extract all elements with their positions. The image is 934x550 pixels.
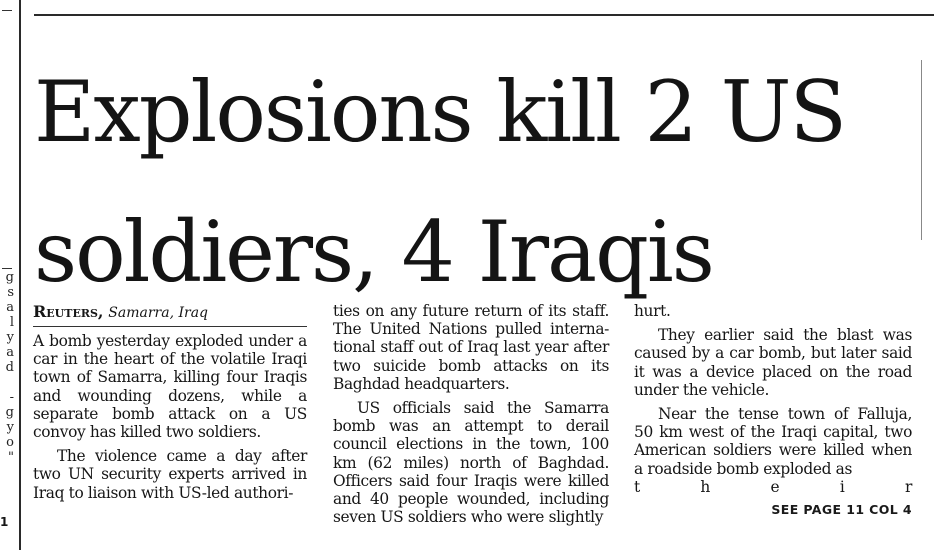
fragment-page-number: 1	[0, 515, 9, 529]
fragment-letter: "	[8, 450, 14, 465]
article-spread-line	[634, 478, 912, 496]
fragment-text	[0, 270, 14, 465]
article-paragraph: They earlier said the blast was caused by a car bomb, but later said it was a device placed on the road under the vehicle.	[634, 326, 912, 399]
article-paragraph: Near the tense town of Falluja, 50 km west of the Iraqi capital, two American soldiers were killed when a roadside bomb exploded as	[634, 405, 912, 478]
fragment-letter: y	[6, 330, 14, 345]
headline-line-1: Explosions kill 2 US	[34, 63, 846, 161]
byline-agency: Reuters,	[33, 302, 104, 321]
article-paragraph: The violence came a day after two UN security experts arrived in Iraq to liaison with US-led authori-	[33, 447, 307, 502]
fragment-letter: l	[9, 315, 14, 330]
byline	[33, 302, 307, 327]
spread-letter: r	[904, 477, 912, 496]
fragment-letter	[0, 375, 14, 390]
fragment-letter: a	[6, 345, 14, 360]
fragment-letter: g	[5, 270, 14, 285]
fragment-rule	[2, 268, 12, 269]
fragment-rule	[2, 10, 12, 11]
article-column-1	[33, 302, 307, 502]
article-column-2	[333, 302, 609, 526]
article-paragraph: A bomb yesterday exploded under a car in the heart of the volatile Iraqi town of Samarra, killing four Iraqis and wounding dozens, while a separate bomb attack on a US convoy has killed two soldiers.	[33, 332, 307, 442]
fragment-letter: d	[5, 360, 14, 375]
byline-location: Samarra, Iraq	[108, 305, 209, 321]
headline	[34, 42, 924, 322]
fragment-letter: a	[6, 300, 14, 315]
fragment-letter: -	[9, 390, 14, 405]
spread-letter: e	[770, 477, 780, 496]
column-divider-rule	[19, 0, 21, 550]
adjacent-column-fragment	[0, 0, 20, 550]
article-paragraph: hurt.	[634, 302, 671, 320]
article-column-3	[634, 302, 912, 496]
fragment-letter: o	[6, 435, 14, 450]
article-paragraph: ties on any future return of its staff. The United Nations pulled interna-tional staff out of Iraq last year after two suicide bomb attacks on its Baghdad headquarters.	[333, 302, 609, 393]
top-rule	[34, 14, 934, 16]
spread-letter: i	[839, 477, 845, 496]
fragment-letter: s	[7, 285, 14, 300]
spread-letter: t	[634, 477, 640, 496]
article-paragraph: US officials said the Samarra bomb was an attempt to derail council elections in the town, 100 km (62 miles) north of Baghdad. Officers said four Iraqis were killed and 40 people wounded, including seven US soldiers who were slightly	[333, 399, 609, 527]
continuation-jump-line[interactable]: SEE PAGE 11 COL 4	[771, 502, 912, 517]
fragment-letter: g	[5, 405, 14, 420]
spread-letter: h	[700, 477, 710, 496]
fragment-letter: y	[6, 420, 14, 435]
headline-line-2: soldiers, 4 Iraqis	[34, 203, 713, 301]
